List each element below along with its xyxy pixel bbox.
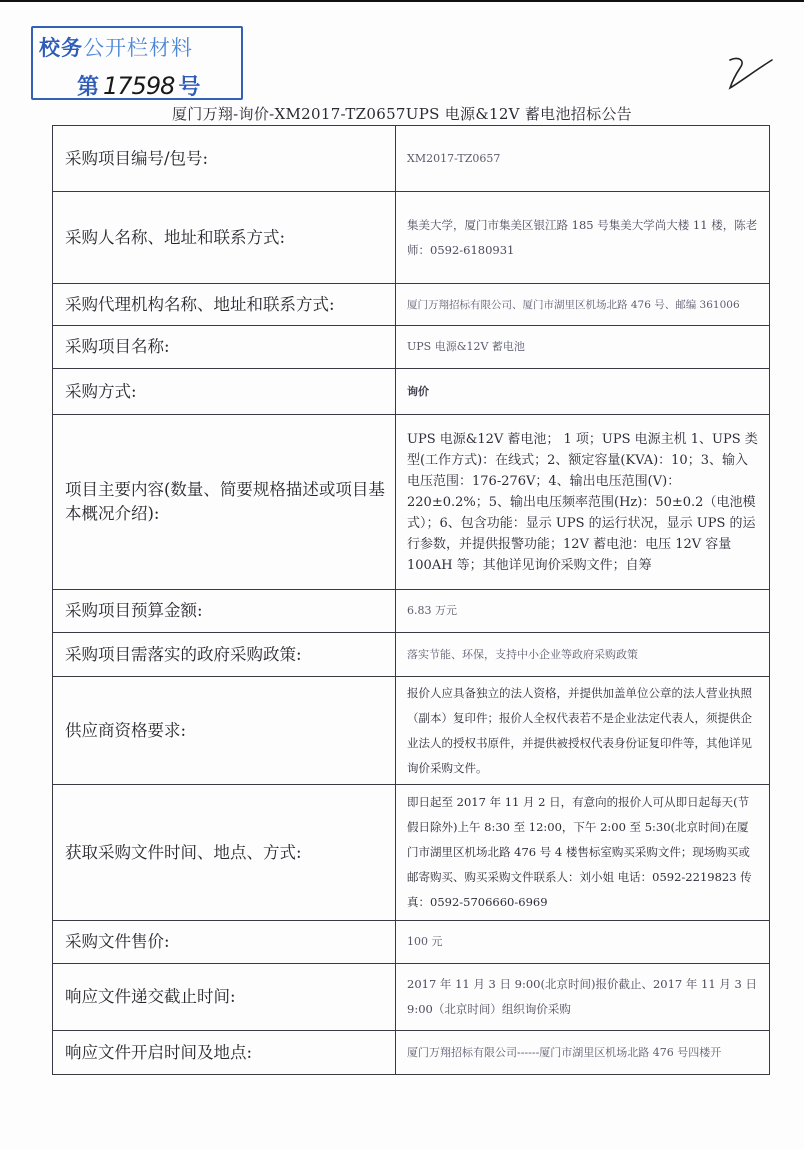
stamp-title	[39, 32, 193, 62]
row-value: XM2017-TZ0657	[396, 126, 770, 192]
row-label: 项目主要内容(数量、简要规格描述或项目基本概况介绍):	[53, 415, 396, 590]
stamp-prefix: 第	[77, 74, 100, 100]
table-row	[53, 369, 770, 415]
row-value: 6.83 万元	[396, 590, 770, 633]
row-value: 即日起至 2017 年 11 月 2 日，有意向的报价人可从即日起每天(节假日除外)上午 8:30 至 12:00，下午 2:00 至 5:30(北京时间)在厦门市湖里区机场北路 476 号 4 楼售标室购买采购文件；现场购买或邮寄购买、购买采购文件联系人：刘小姐 电话：0592-2219823 传真：0592-5706660-6969	[396, 785, 770, 921]
row-label: 采购项目需落实的政府采购政策:	[53, 633, 396, 677]
table-row	[53, 415, 770, 590]
stamp-number-line	[77, 70, 200, 101]
row-label: 采购项目预算金额:	[53, 590, 396, 633]
row-value: 集美大学，厦门市集美区银江路 185 号集美大学尚大楼 11 楼，陈老师：0592-6180931	[396, 192, 770, 284]
document-title: 厦门万翔-询价-XM2017-TZ0657UPS 电源&12V 蓄电池招标公告	[171, 105, 632, 123]
row-value: 厦门万翔招标有限公司、厦门市湖里区机场北路 476 号、邮编 361006	[396, 284, 770, 326]
table-row	[53, 921, 770, 964]
row-value: 询价	[396, 369, 770, 415]
table-row	[53, 677, 770, 785]
scan-edge	[0, 0, 804, 2]
table-row	[53, 590, 770, 633]
table-row	[53, 284, 770, 326]
row-value: 厦门万翔招标有限公司------厦门市湖里区机场北路 476 号四楼开	[396, 1031, 770, 1075]
row-label: 响应文件递交截止时间:	[53, 964, 396, 1031]
stamp-number: 17598	[103, 72, 175, 100]
row-label: 采购文件售价:	[53, 921, 396, 964]
row-label: 采购项目名称:	[53, 326, 396, 369]
table-row	[53, 326, 770, 369]
announcement-table	[52, 125, 770, 1075]
table-row	[53, 1031, 770, 1075]
row-value: UPS 电源&12V 蓄电池； 1 项；UPS 电源主机 1、UPS 类型(工作方式)：在线式；2、额定容量(KVA)：10；3、输入电压范围：176-276V；4、输出电压范围(V)：220±0.2%；5、输出电压频率范围(Hz)：50±0.2（电池模式）；6、包含功能：显示 UPS 的运行状况，显示 UPS 的运行参数，并提供报警功能；12V 蓄电池：电压 12V 容量 100AH 等；其他详见询价采购文件；自筹	[396, 415, 770, 590]
stamp-title-light: 公开栏材料	[83, 36, 193, 60]
stamp-suffix: 号	[178, 74, 201, 100]
archive-stamp	[31, 26, 243, 100]
row-value: 2017 年 11 月 3 日 9:00(北京时间)报价截止、2017 年 11 月 3 日 9:00（北京时间）组织询价采购	[396, 964, 770, 1031]
row-label: 获取采购文件时间、地点、方式:	[53, 785, 396, 921]
table-row	[53, 192, 770, 284]
row-label: 采购方式:	[53, 369, 396, 415]
row-label: 响应文件开启时间及地点:	[53, 1031, 396, 1075]
row-value: UPS 电源&12V 蓄电池	[396, 326, 770, 369]
table-row	[53, 964, 770, 1031]
handwritten-page-number	[726, 54, 776, 94]
row-label: 供应商资格要求:	[53, 677, 396, 785]
stamp-title-dark: 校务	[39, 35, 83, 60]
row-label: 采购代理机构名称、地址和联系方式:	[53, 284, 396, 326]
row-label: 采购项目编号/包号:	[53, 126, 396, 192]
row-value: 100 元	[396, 921, 770, 964]
table-row	[53, 126, 770, 192]
table-row	[53, 785, 770, 921]
row-value: 落实节能、环保，支持中小企业等政府采购政策	[396, 633, 770, 677]
table-row	[53, 633, 770, 677]
row-label: 采购人名称、地址和联系方式:	[53, 192, 396, 284]
row-value: 报价人应具备独立的法人资格，并提供加盖单位公章的法人营业执照（副本）复印件；报价人全权代表若不是企业法定代表人，须提供企业法人的授权书原件，并提供被授权代表身份证复印件等，其他详见询价采购文件。	[396, 677, 770, 785]
